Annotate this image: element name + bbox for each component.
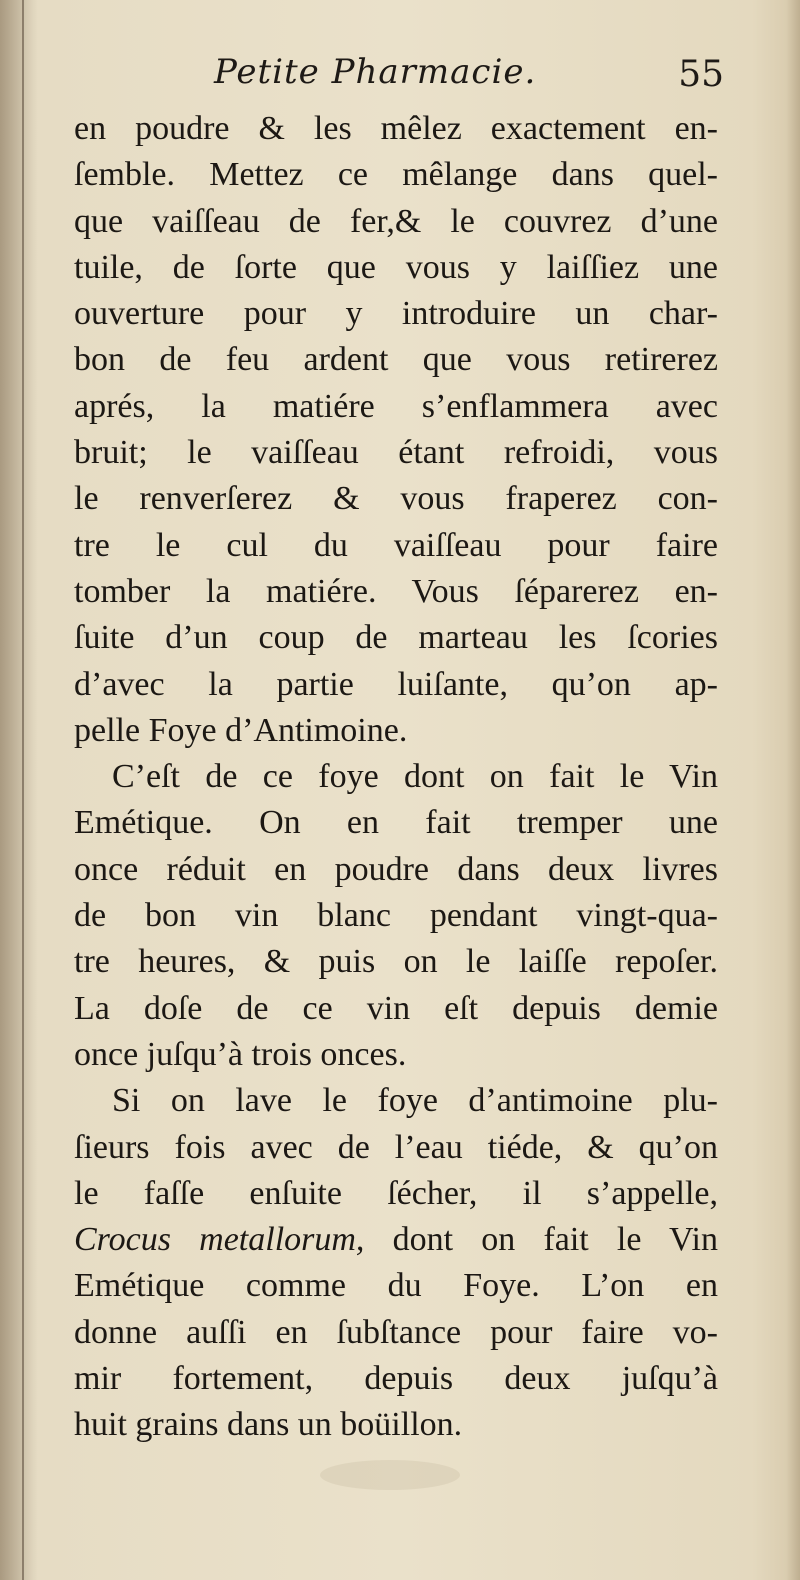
- text-line: de bon vin blanc pendant vingt-qua-: [74, 897, 718, 935]
- text-line: aprés, la matiére s’enflammera avec: [74, 387, 718, 425]
- italic-term: Crocus metallorum,: [74, 1221, 365, 1259]
- text-line: en poudre & les mêlez exactement en-: [74, 110, 718, 147]
- page-header: [74, 52, 724, 112]
- text-line: La doſe de ce vin eſt depuis demie: [74, 989, 718, 1027]
- text-line: Emétique comme du Foye. L’on en: [74, 1267, 718, 1305]
- paragraph-end-line: huit grains dans un boüillon.: [74, 1406, 463, 1444]
- paragraph-end-line: pelle Foye d’Antimoine.: [74, 711, 408, 749]
- text-line: d’avec la partie luiſante, qu’on ap-: [74, 665, 718, 703]
- spine-crease: [22, 0, 24, 1580]
- paragraph-start-line: Si on lave le foye d’antimoine plu-: [112, 1082, 718, 1120]
- text-line: ſieurs fois avec de l’eau tiéde, & qu’on: [74, 1128, 718, 1166]
- text-line: tre le cul du vaiſſeau pour faire: [74, 526, 718, 564]
- paragraph-start-line: C’eſt de ce foye dont on fait le Vin: [112, 758, 718, 796]
- text-line: ouverture pour y introduire un char-: [74, 295, 718, 333]
- body-text: [74, 106, 718, 1449]
- text-line: once réduit en poudre dans deux livres: [74, 850, 718, 888]
- running-title: Petite Pharmacie.: [214, 52, 537, 92]
- text-line: bon de feu ardent que vous retirerez: [74, 341, 718, 379]
- text-line: donne auſſi en ſubſtance pour faire vo-: [74, 1313, 718, 1351]
- paragraph-end-line: once juſqu’à trois onces.: [74, 1035, 407, 1073]
- text-line: ſuite d’un coup de marteau les ſcories: [74, 619, 718, 657]
- text-line-rest: dont on fait le Vin: [392, 1221, 718, 1259]
- paper-stain: [320, 1460, 460, 1490]
- text-line: mir fortement, depuis deux juſqu’à: [74, 1360, 718, 1398]
- text-line: Emétique. On en fait tremper une: [74, 804, 718, 842]
- text-line: le renverſerez & vous fraperez con-: [74, 480, 718, 518]
- text-line: tre heures, & puis on le laiſſe repoſer.: [74, 943, 718, 981]
- text-line: le faſſe enſuite ſécher, il s’appelle,: [74, 1174, 718, 1212]
- text-line: tomber la matiére. Vous ſéparerez en-: [74, 572, 718, 610]
- page-number: 55: [678, 54, 724, 95]
- text-line-with-italic: [74, 1217, 718, 1263]
- text-line: que vaiſſeau de fer,& le couvrez d’une: [74, 202, 718, 240]
- text-line: ſemble. Mettez ce mêlange dans quel-: [74, 156, 718, 194]
- spine-shadow: [0, 0, 38, 1580]
- page-edge: [786, 0, 800, 1580]
- text-line: tuile, de ſorte que vous y laiſſiez une: [74, 248, 718, 286]
- text-line: bruit; le vaiſſeau étant refroidi, vous: [74, 434, 718, 472]
